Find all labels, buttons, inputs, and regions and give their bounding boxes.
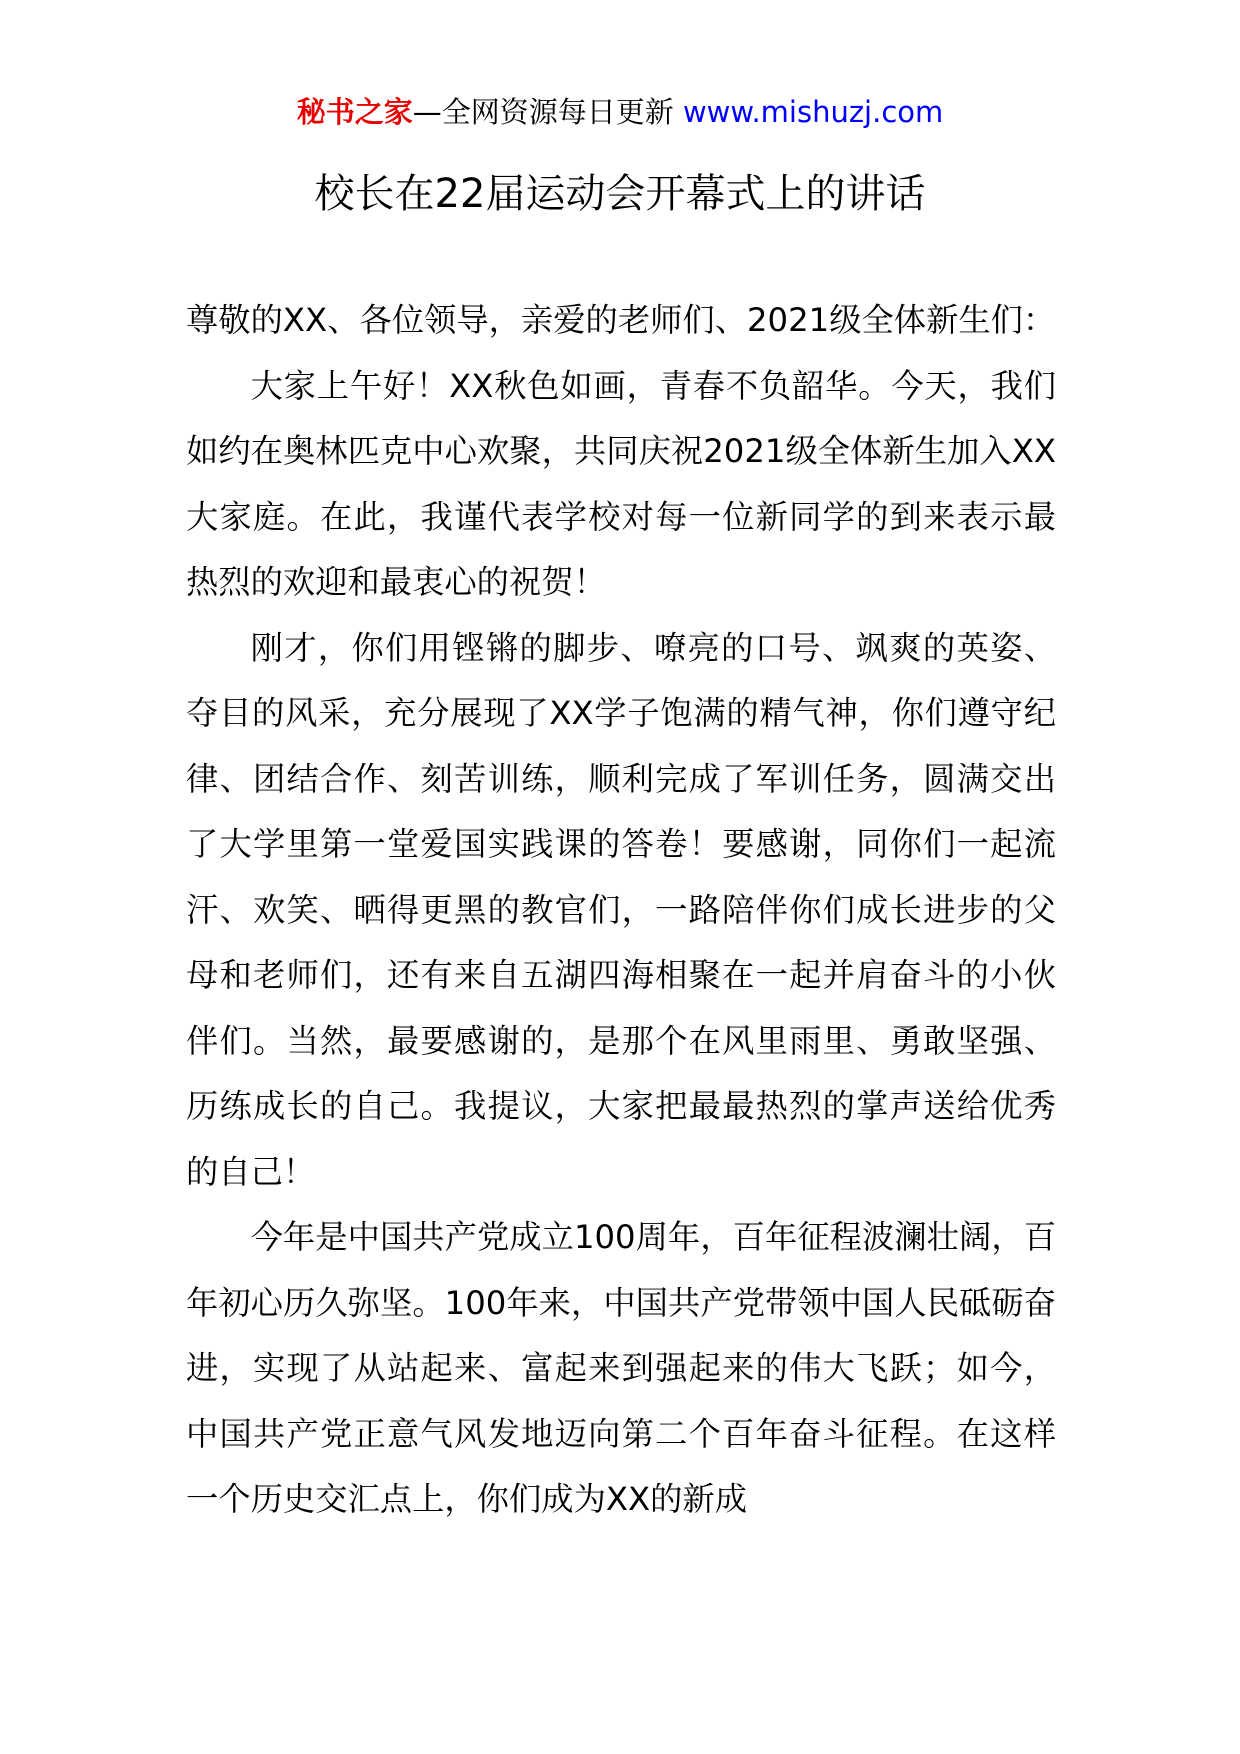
paragraph-military-training: 刚才，你们用铿锵的脚步、嘹亮的口号、飒爽的英姿、夺目的风采，充分展现了XX学子饱满的精气神，你们遵守纪律、团结合作、刻苦训练，顺利完成了军训任务，圆满交出了大学里第一堂爱国实践课的答卷！要感谢，同你们一起流汗、欢笑、晒得更黑的教官们，一路陪伴你们成长进步的父母和老师们，还有来自五湖四海相聚在一起并肩奋斗的小伙伴们。当然，最要感谢的，是那个在风里雨里、勇敢坚强、历练成长的自己。我提议，大家把最最热烈的掌声送给优秀的自己！ [186, 628, 1056, 1191]
document-body [186, 288, 1056, 1533]
header-tagline: —全网资源每日更新 [412, 95, 683, 129]
paragraph-party-centenary: 今年是中国共产党成立100周年，百年征程波澜壮阔，百年初心历久弥坚。100年来，中国共产党带领中国人民砥砺奋进，实现了从站起来、富起来到强起来的伟大飞跃；如今，中国共产党正意气风发地迈向第二个百年奋斗征程。在这样一个历史交汇点上，你们成为XX的新成 [186, 1218, 1056, 1518]
document-title: 校长在22届运动会开幕式上的讲话 [314, 171, 926, 217]
brand-name: 秘书之家 [296, 95, 413, 129]
paragraph-greeting: 大家上午好！XX秋色如画，青春不负韶华。今天，我们如约在奥林匹克中心欢聚，共同庆祝2021级全体新生加入XX大家庭。在此，我谨代表学校对每一位新同学的到来表示最热烈的欢迎和最衷心的祝贺！ [186, 366, 1056, 601]
site-header [0, 92, 1240, 132]
salutation: 尊敬的XX、各位领导，亲爱的老师们、2021级全体新生们： [186, 301, 1056, 339]
website-link[interactable]: www.mishuzj.com [682, 95, 944, 129]
